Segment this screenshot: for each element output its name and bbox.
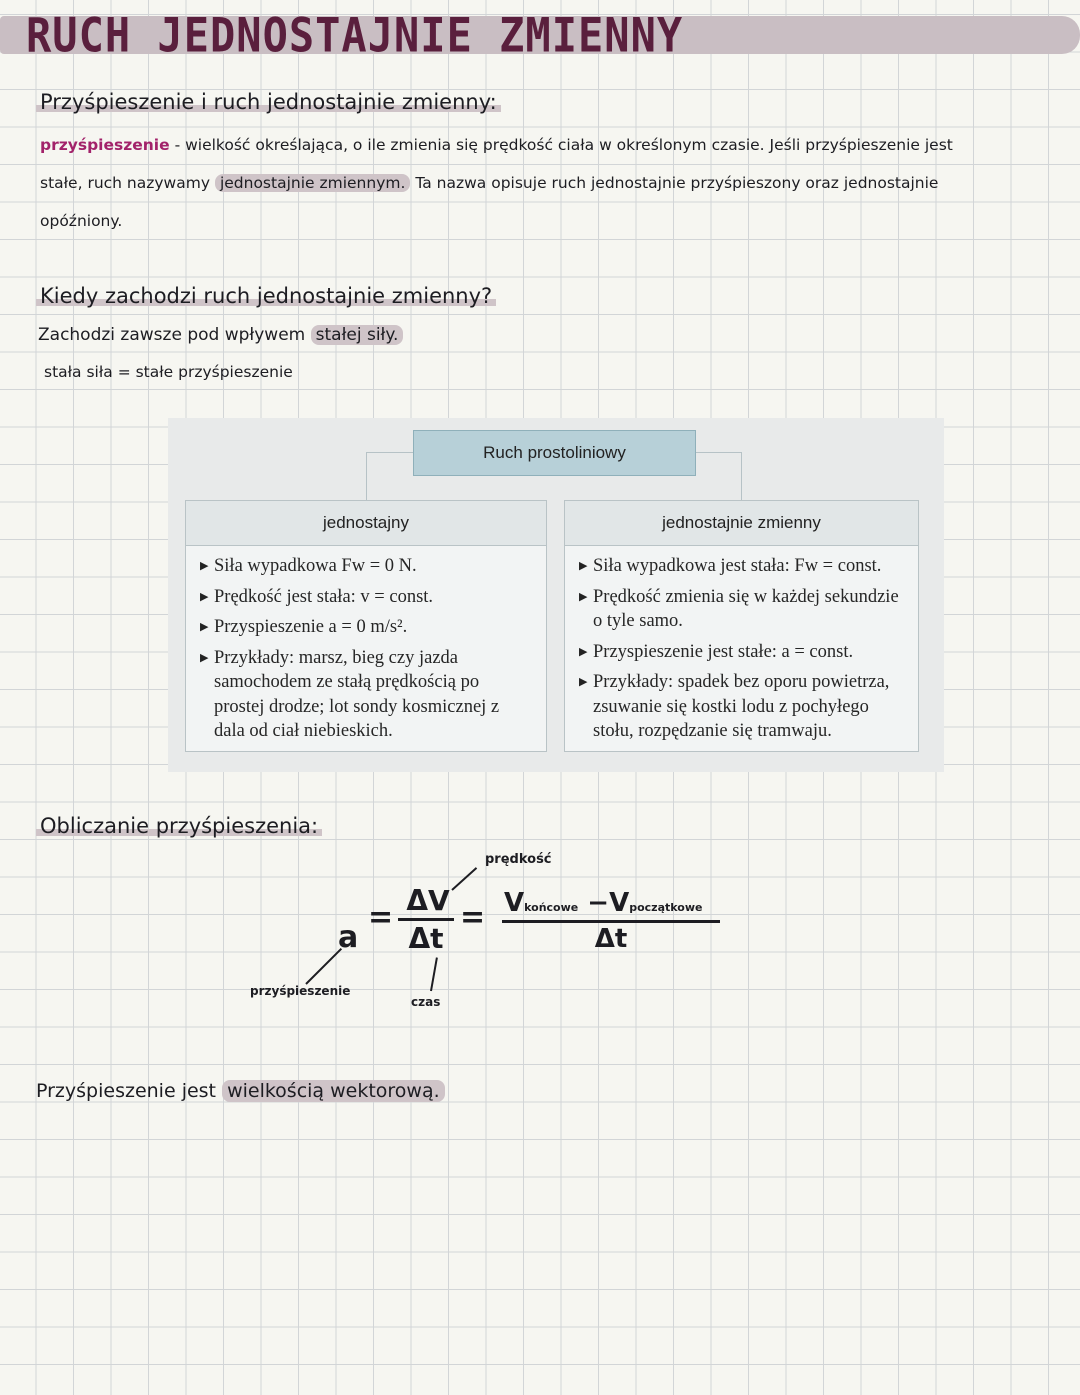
formula-numerator-2 xyxy=(504,888,702,918)
label-acceleration: przyśpieszenie xyxy=(250,984,351,998)
pointer-velocity xyxy=(451,867,477,891)
v-start-subscript: początkowe xyxy=(629,901,703,914)
highlight-uniform-variable: jednostajnie zmiennym. xyxy=(215,174,410,192)
vector-statement xyxy=(36,1080,445,1102)
term-acceleration: przyśpieszenie xyxy=(40,136,170,154)
v-end-subscript: końcowe xyxy=(524,901,579,914)
formula-equals-2: = xyxy=(460,900,486,935)
when-line-1 xyxy=(38,325,403,345)
section-heading-calculating: Obliczanie przyśpieszenia: xyxy=(36,814,322,838)
fraction-bar-2 xyxy=(502,920,720,923)
highlight-constant-force: stałej siły. xyxy=(311,325,404,345)
pointer-acceleration xyxy=(305,948,342,985)
list-item: ▶ Przyspieszenie a = 0 m/s². xyxy=(200,615,534,640)
vector-text: Przyśpieszenie jest xyxy=(36,1080,217,1102)
minus-sign: − xyxy=(587,888,610,918)
v-start: V xyxy=(609,888,630,918)
highlight-vector-quantity: wielkością wektorową. xyxy=(222,1080,445,1102)
formula-delta-v: ΔV xyxy=(406,884,450,917)
card-uniform-variable xyxy=(564,500,919,752)
formula-delta-t: Δt xyxy=(408,922,444,955)
list-item: ▶ Przykłady: marsz, bieg czy jazda samochodem ze stałą prędkością po prostej drodze; lot sondy kosmicznej z dala od ciał niebieskich. xyxy=(200,646,534,744)
fraction-bar-1 xyxy=(398,918,454,921)
label-time: czas xyxy=(411,995,441,1009)
list-item: ▶ Siła wypadkowa Fw = 0 N. xyxy=(200,554,534,579)
formula-delta-t-2: Δt xyxy=(594,924,628,954)
formula-a: a xyxy=(338,920,359,955)
formula-equals-1: = xyxy=(368,900,394,935)
definition-line-2 xyxy=(40,174,938,192)
definition-text-2b: Ta nazwa opisuje ruch jednostajnie przyśpieszony oraz jednostajnie xyxy=(415,174,939,192)
pointer-time xyxy=(430,957,438,991)
list-item: ▶ Przyspieszenie jest stałe: a = const. xyxy=(579,640,906,665)
section-heading-acceleration: Przyśpieszenie i ruch jednostajnie zmienny: xyxy=(36,90,501,114)
v-end: V xyxy=(504,888,525,918)
list-item: ▶ Przykłady: spadek bez oporu powietrza, zsuwanie się kostki lodu z pochyłego stołu, rozpędzanie się tramwaju. xyxy=(579,670,906,744)
list-item: ▶ Prędkość jest stała: v = const. xyxy=(200,585,534,610)
card-uniform-variable-title: jednostajnie zmienny xyxy=(565,501,918,546)
list-item: ▶ Prędkość zmienia się w każdej sekundzie o tyle samo. xyxy=(579,585,906,634)
label-velocity: prędkość xyxy=(485,852,552,867)
definition-text: - wielkość określająca, o ile zmienia się prędkość ciała w określonym czasie. Jeśli przyśpieszenie jest xyxy=(169,136,953,154)
list-item: ▶ Siła wypadkowa jest stała: Fw = const. xyxy=(579,554,906,579)
section-heading-when: Kiedy zachodzi ruch jednostajnie zmienny? xyxy=(36,284,496,308)
card-uniform-title: jednostajny xyxy=(186,501,546,546)
card-uniform-list xyxy=(186,546,546,744)
card-uniform-variable-list xyxy=(565,546,918,744)
definition-line-1 xyxy=(40,136,953,154)
figure-root-box: Ruch prostoliniowy xyxy=(413,430,696,476)
when-text: Zachodzi zawsze pod wpływem xyxy=(38,325,306,345)
card-uniform xyxy=(185,500,547,752)
definition-text-2a: stałe, ruch nazywamy xyxy=(40,174,210,192)
page-title: RUCH JEDNOSTAJNIE ZMIENNY xyxy=(26,8,684,63)
definition-line-3: opóźniony. xyxy=(40,212,123,230)
when-line-2: stała siła = stałe przyśpieszenie xyxy=(44,363,293,381)
